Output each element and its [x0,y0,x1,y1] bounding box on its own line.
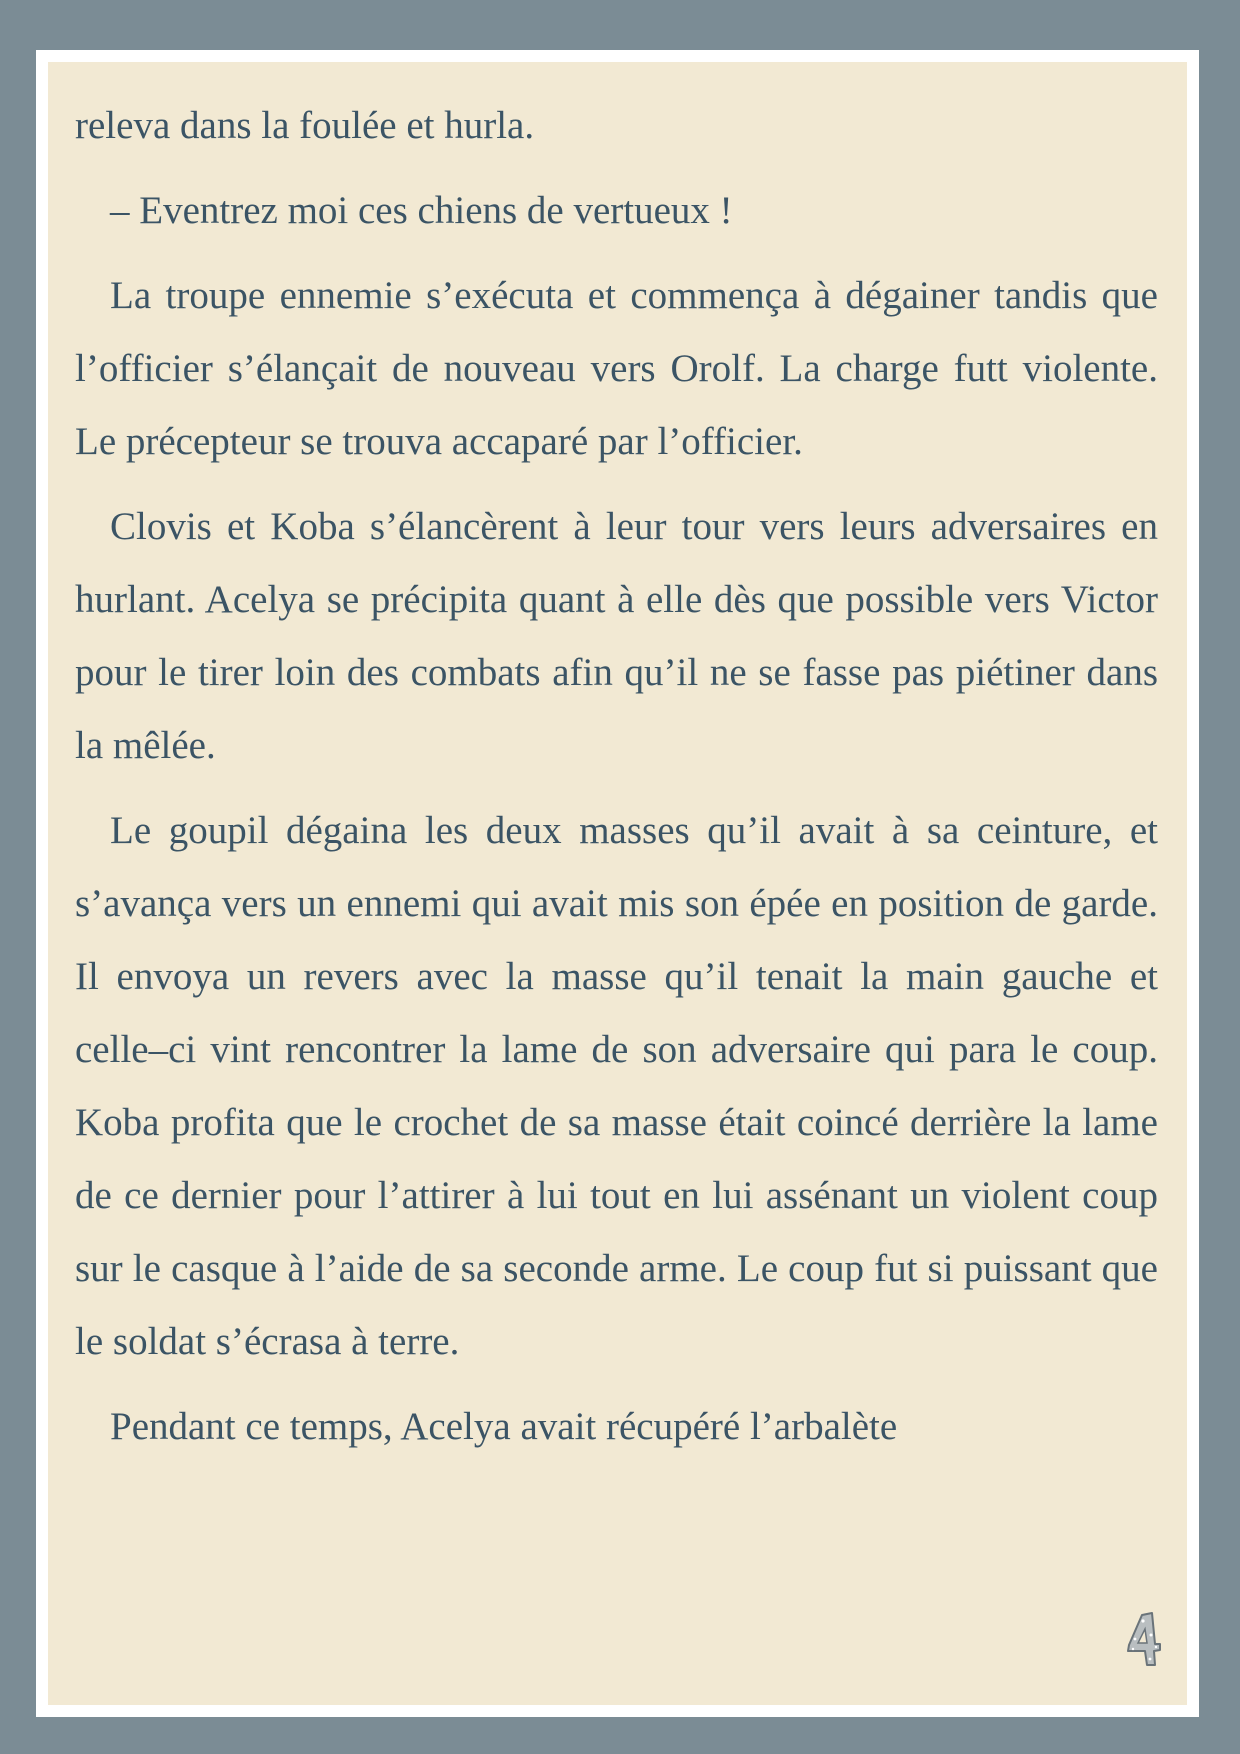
body-text [75,89,1158,1475]
paragraph: La troupe ennemie s’exécuta et commença à dégainer tandis que l’officier s’élançait de nouveau vers Orolf. La charge futt violente. Le précepteur se trouva accaparé par l’officier. [75,274,1158,463]
paragraph: Le goupil dégaina les deux masses qu’il avait à sa ceinture, et s’avança vers un ennemi qui avait mis son épée en position de garde. Il envoya un revers avec la masse qu’il tenait la main gauche et celle–ci vint rencontrer la lame de son adversaire qui para le coup. Koba profita que le crochet de sa masse était coincé derrière la lame de ce dernier pour l’attirer à lui tout en lui assénant un violent coup sur le casque à l’aide de sa seconde arme. Le coup fut si puissant que le soldat s’écrasa à terre. [75,809,1158,1363]
paragraph: releva dans la foulée et hurla. [75,104,535,147]
page-paper [48,62,1187,1705]
page-frame [36,50,1199,1717]
paragraph: Clovis et Koba s’élancèrent à leur tour vers leurs adversaires en hurlant. Acelya se précipita quant à elle dès que possible vers Victor pour le tirer loin des combats afin qu’il ne se fasse pas piétiner dans la mêlée. [75,505,1158,767]
page-number-ornament [1121,1609,1167,1669]
page-number-ornament-icon [1121,1609,1167,1669]
paragraph: Pendant ce temps, Acelya avait récupéré l’arbalète [110,1405,898,1448]
paragraph: – Eventrez moi ces chiens de vertueux ! [110,189,733,232]
